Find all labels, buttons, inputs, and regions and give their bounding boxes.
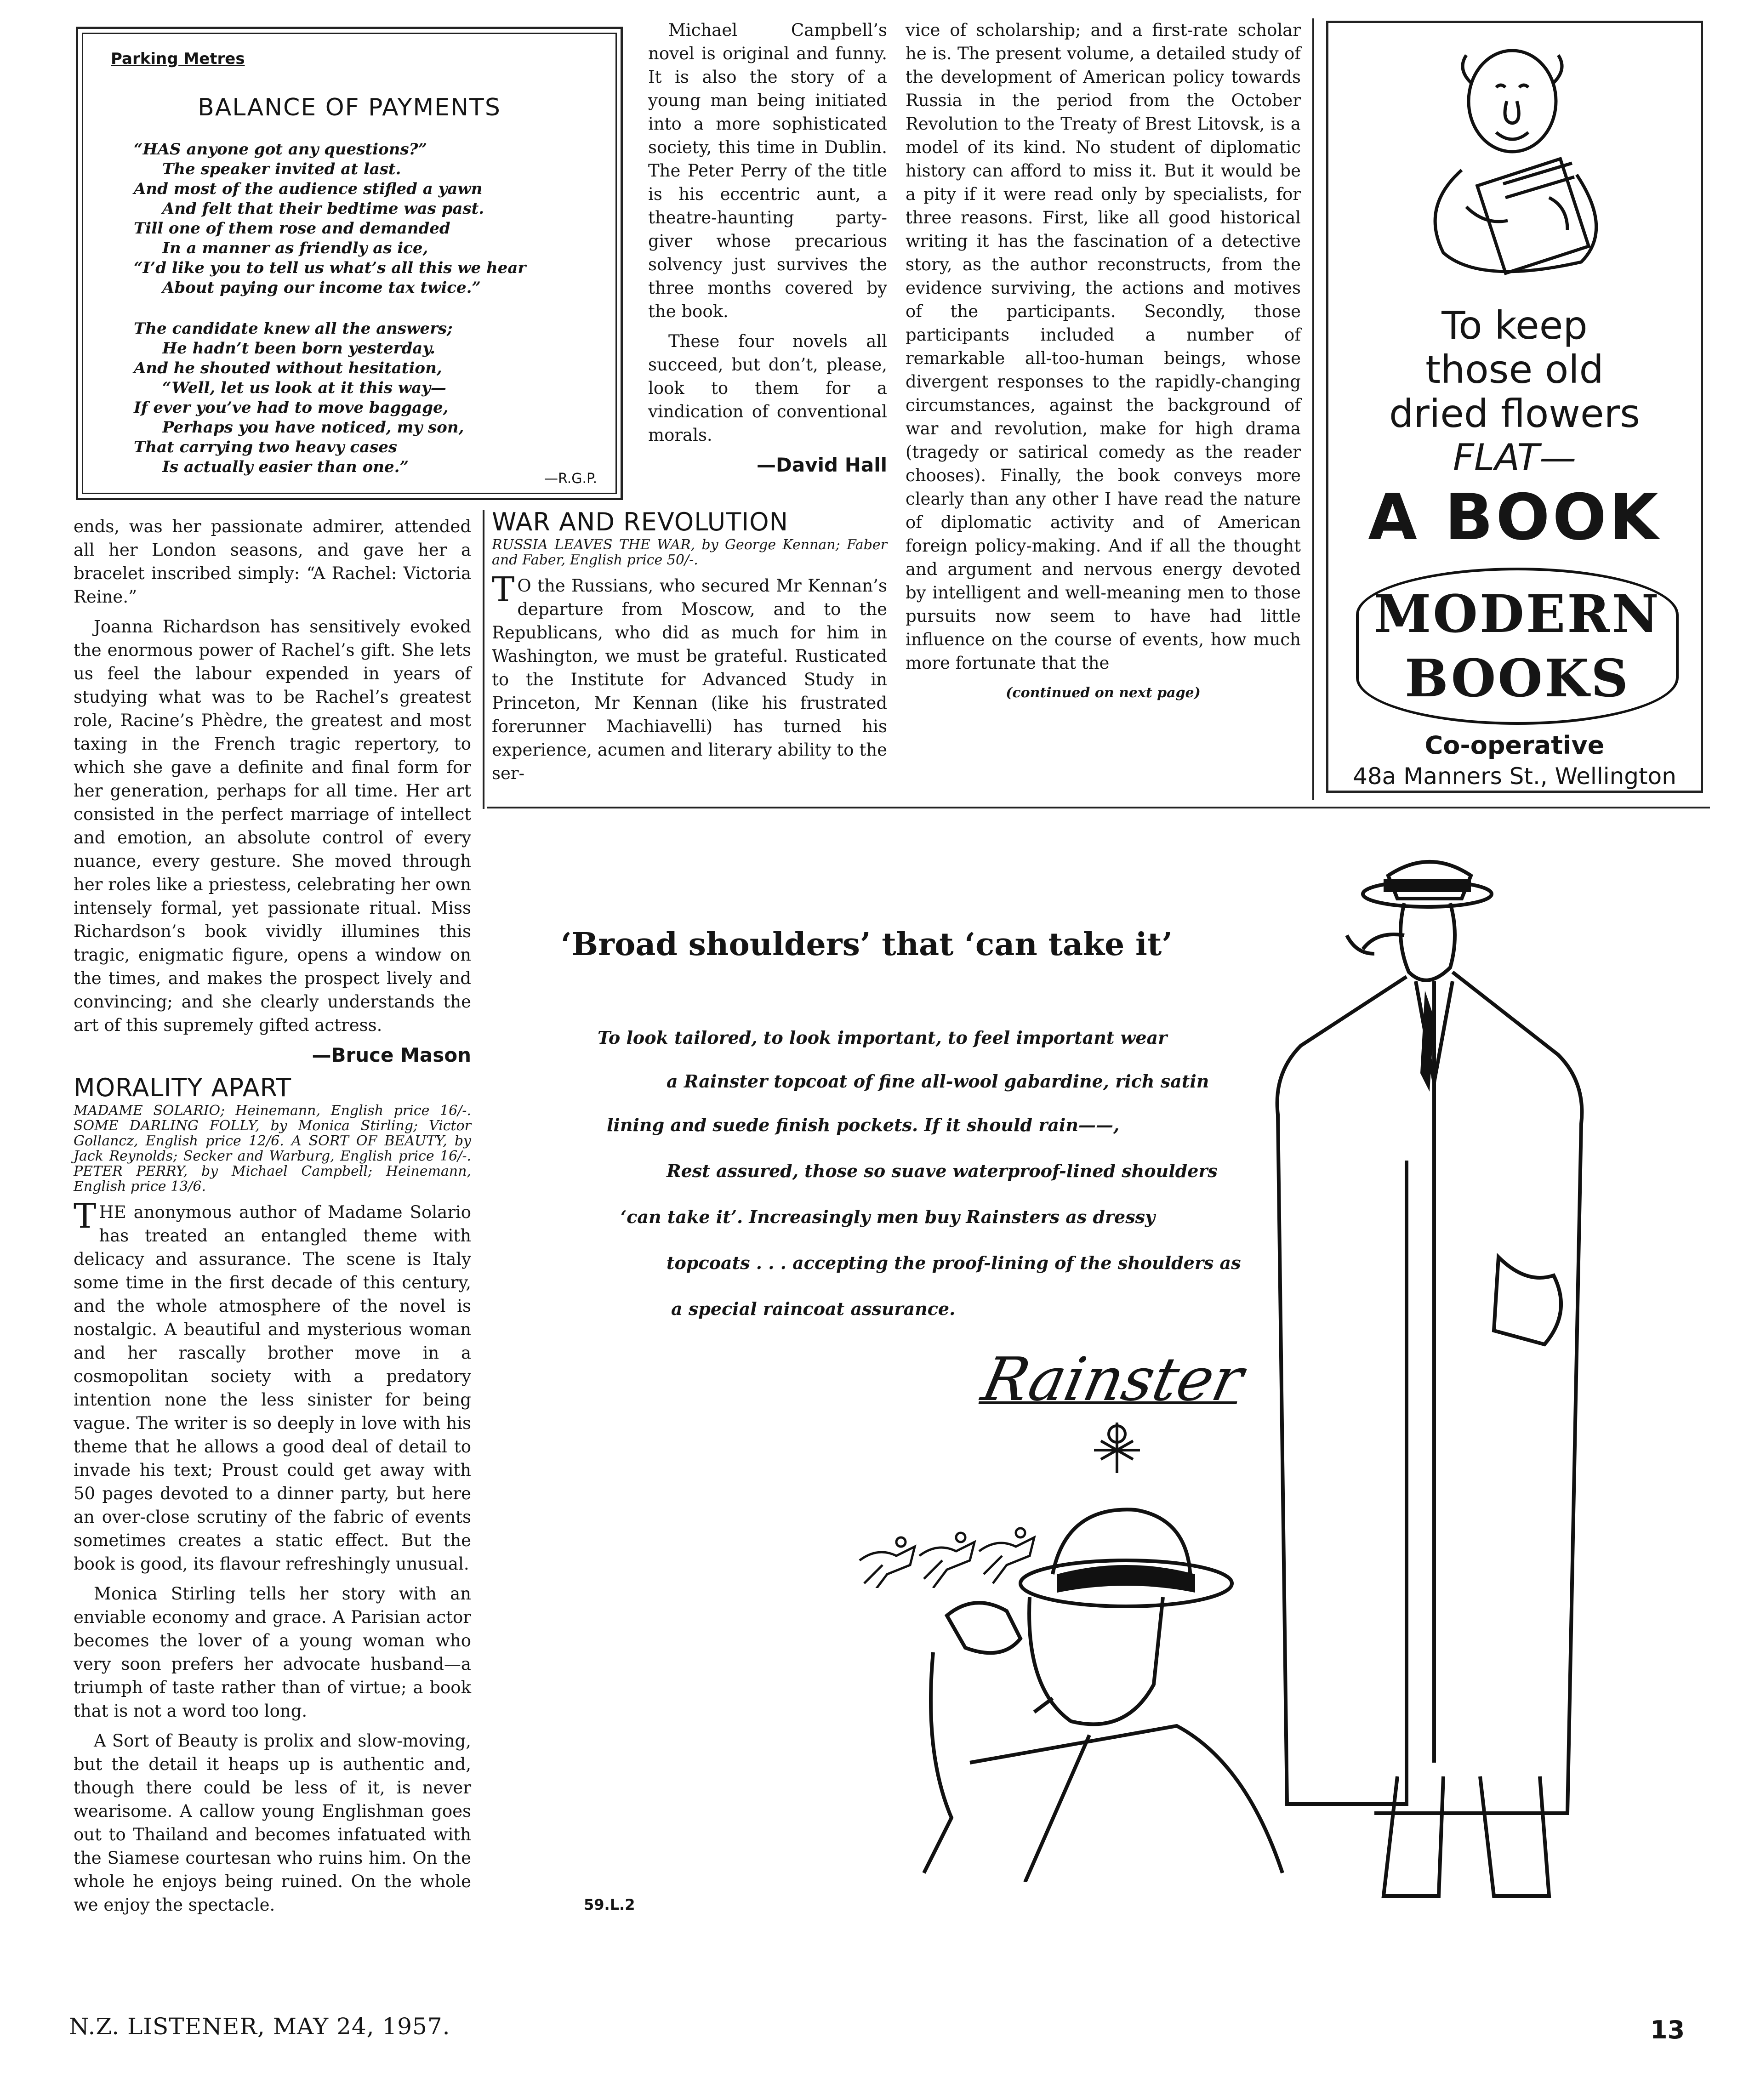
ad-copy-line: a special raincoat assurance. <box>671 1298 956 1319</box>
war-column <box>492 506 887 791</box>
ad-headline: A BOOK <box>1368 480 1661 554</box>
kennan-column <box>906 18 1301 705</box>
ad-code: 59.L.2 <box>584 1896 635 1913</box>
paragraph <box>74 1196 471 1576</box>
ad-copy-line: topcoats . . . accepting the proof-lining of the shoulders as <box>667 1252 1241 1273</box>
paragraph-text: HE anonymous author of Madame Solario has treated an entangled theme with delicacy and assurance. The scene is Italy some time in the first decade of this century, and the whole atmosphere of the novel is nostalgic. A beautiful and mysterious woman and her rascally brother move in a cosmopolitan society with a predatory intention none the less sinister for being vague. The writer is so deeply in love with his theme that he allows a good deal of detail to invade his text; Proust could get away with 50 pages devoted to a dinner party, but here an over-close scrutiny of the fabric of events sometimes creates a static effect. But the book is good, its flavour refreshingly unusual. <box>74 1202 471 1574</box>
poem-box <box>76 27 623 500</box>
section-rule <box>487 807 1710 808</box>
paragraph: These four novels all succeed, but don’t, please, look to them for a vindication of conventional morals. <box>648 331 887 445</box>
rainster-headline: ‘Broad shoulders’ that ‘can take it’ <box>561 926 1173 963</box>
poem-line: Till one of them rose and demanded <box>134 219 450 238</box>
poem-line: The candidate knew all the answers; <box>134 319 453 338</box>
poem-line: And he shouted without hesitation, <box>134 359 442 377</box>
footer-publication: N.Z. LISTENER, MAY 24, 1957. <box>69 2013 450 2040</box>
ad-line-1: To keep <box>1441 303 1588 348</box>
paragraph: ends, was her passionate admirer, attended all her London seasons, and gave her a bracelet inscribed simply: “A Rachel: Victoria Reine.” <box>74 517 471 607</box>
poem-line: In a manner as friendly as ice, <box>162 239 428 257</box>
reader-illustration <box>1397 32 1627 290</box>
ad-line-4: FLAT— <box>1453 436 1577 479</box>
ad-copy-line: Rest assured, those so suave waterproof-lined shoulders <box>667 1161 1218 1181</box>
ad-copy-line: a Rainster topcoat of fine all-wool gabardine, rich satin <box>667 1071 1209 1092</box>
weathervane-icon <box>1085 1413 1149 1478</box>
poem-line: And felt that their bedtime was past. <box>162 199 484 218</box>
ad-copy-line: To look tailored, to look important, to feel important wear <box>598 1027 1168 1048</box>
column-rule <box>1312 18 1314 800</box>
ad-copy-line: ‘can take it’. Increasingly men buy Rainsters as dressy <box>621 1207 1156 1227</box>
racehorses-illustration <box>850 1519 1043 1588</box>
poem-line: Perhaps you have noticed, my son, <box>162 418 464 437</box>
poem-stanza-1 <box>134 140 526 298</box>
poem-label: Parking Metres <box>111 50 245 68</box>
poem-title: BALANCE OF PAYMENTS <box>198 94 501 121</box>
poem-line: “I’d like you to tell us what’s all this we hear <box>134 259 526 277</box>
paragraph: Joanna Richardson has sensitively evoked the enormous power of Rachel’s gift. She lets us feel the labour expended in years of studying what was to be Rachel’s greatest role, Racine’s Phèdre, the greatest and most taxing in the French tragic repertory, to which she gave a definite and final form for her generation, perhaps for all time. Her art consisted in the perfect marriage of intellect and emotion, an absolute control of every nuance, every gesture. She moved through her roles like a priestess, celebrating her own intensely formal, yet passionate ritual. Miss Richardson’s book vividly illumines this tragic, enigmatic figure, opens a window on the times, and makes the prospect lively and convincing; and she clearly understands the art of this supremely gifted actress. <box>74 617 471 1035</box>
bibliography: MADAME SOLARIO; Heinemann, English price 16/-. SOME DARLING FOLLY, by Monica Stirling; Victor Gollancz, English price 12/6. A SORT OF BEAUTY, by Jack Reynolds; Secker and Warburg, English price 16/-. PETER PERRY, by Michael Campbell; Heinemann, English price 13/6. <box>74 1103 471 1195</box>
poem-line: That carrying two heavy cases <box>134 438 398 456</box>
paragraph-text: O the Russians, who secured Mr Kennan’s departure from Moscow, and to the Republicans, who did as much for him in Washington, we must be grateful. Rusticated to the Institute for Advanced Study in Princeton, Mr Kennan (like his frustrated forerunner Machiavelli) has turned his experience, acumen and literary ability to the ser- <box>492 576 887 783</box>
drop-cap: T <box>492 570 515 609</box>
paragraph: Michael Campbell’s novel is original and funny. It is also the story of a young man being initiated into a more sophisticated society, this time in Dublin. The Peter Perry of the title is his eccentric aunt, a theatre-haunting party-giver whose precarious solvency just survives the three months covered by the book. <box>648 20 887 321</box>
poem-line: “HAS anyone got any questions?” <box>134 140 427 159</box>
poem-line: About paying our income tax twice.” <box>162 279 481 297</box>
logo-word-books: BOOKS <box>1404 649 1630 709</box>
heading-morality-apart: MORALITY APART <box>74 1073 292 1102</box>
rainster-logo: Rainster <box>976 1344 1249 1414</box>
poem-line: “Well, let us look at it this way— <box>162 379 446 397</box>
left-column <box>74 515 471 1923</box>
drop-cap: T <box>74 1196 97 1236</box>
paragraph: A Sort of Beauty is prolix and slow-moving, but the detail it heaps up is authentic and, though there could be less of it, is never wearisome. A callow young Englishman goes out to Thailand and becomes infatuated with the Siamese courtesan who ruins him. On the whole he enjoys being ruined. On the whole we enjoy the spectacle. <box>74 1731 471 1915</box>
continued-note: (continued on next page) <box>1006 685 1201 701</box>
bibliography: RUSSIA LEAVES THE WAR, by George Kennan; Faber and Faber, English price 50/-. <box>492 537 887 568</box>
ad-copy-line: lining and suede finish pockets. If it should rain——, <box>607 1115 1120 1135</box>
ad-line-3: dried flowers <box>1389 391 1640 436</box>
poem-stanza-2 <box>134 319 464 477</box>
campbell-column <box>648 18 887 486</box>
page-number: 13 <box>1650 2015 1685 2044</box>
paragraph: Monica Stirling tells her story with an enviable economy and grace. A Parisian actor becomes the lover of a young woman who very soon prefers her advocate husband—a triumph of taste rather than of virtue; a book that is not a word too long. <box>74 1584 471 1721</box>
poem-line: The speaker invited at last. <box>162 160 401 178</box>
modern-books-ad <box>1326 21 1703 793</box>
poem-line: He hadn’t been born yesterday. <box>162 339 436 358</box>
column-rule <box>483 510 484 809</box>
paragraph <box>492 570 887 785</box>
poem-line: Is actually easier than one.” <box>162 458 409 476</box>
paragraph: vice of scholarship; and a first-rate scholar he is. The present volume, a detailed study of the development of American policy towards Russia in the period from the October Revolution to the Treaty of Brest Litovsk, is a model of its kind. No student of diplomatic history can afford to miss it. But it would be a pity if it were read only by specialists, for three reasons. First, like all good historical writing it has the fascination of a detective story, as the author reconstructs, from the evidence surviving, the actions and motives of the participants. Secondly, those participants included a number of remarkable all-too-human beings, whose divergent responses to the rapidly-changing circumstances, against the background of war and revolution, make for high drama (tragedy or satirical comedy as the reader chooses). Finally, the book conveys more clearly than any other I have read the nature of diplomatic activity and of American foreign policy-making. And if all the thought and argument and nervous energy devoted by intelligent and well-meaning men to those pursuits now seem to have had little influence on the course of events, how much more fortunate that the <box>906 20 1301 673</box>
poem-author: —R.G.P. <box>544 471 597 487</box>
poem-line: And most of the audience stifled a yawn <box>134 180 483 198</box>
ad-address: 48a Manners St., Wellington <box>1353 763 1676 790</box>
rainster-ad <box>487 816 1710 1965</box>
signature-bruce-mason: —Bruce Mason <box>312 1044 471 1066</box>
poem-line: If ever you’ve had to move baggage, <box>134 398 449 417</box>
modern-books-logo <box>1356 568 1679 725</box>
logo-word-modern: MODERN <box>1374 584 1661 644</box>
ad-line-2: those old <box>1425 347 1604 392</box>
heading-war-and-revolution: WAR AND REVOLUTION <box>492 507 789 536</box>
signature-david-hall: —David Hall <box>757 454 887 476</box>
ad-cooperative: Co-operative <box>1424 731 1605 760</box>
